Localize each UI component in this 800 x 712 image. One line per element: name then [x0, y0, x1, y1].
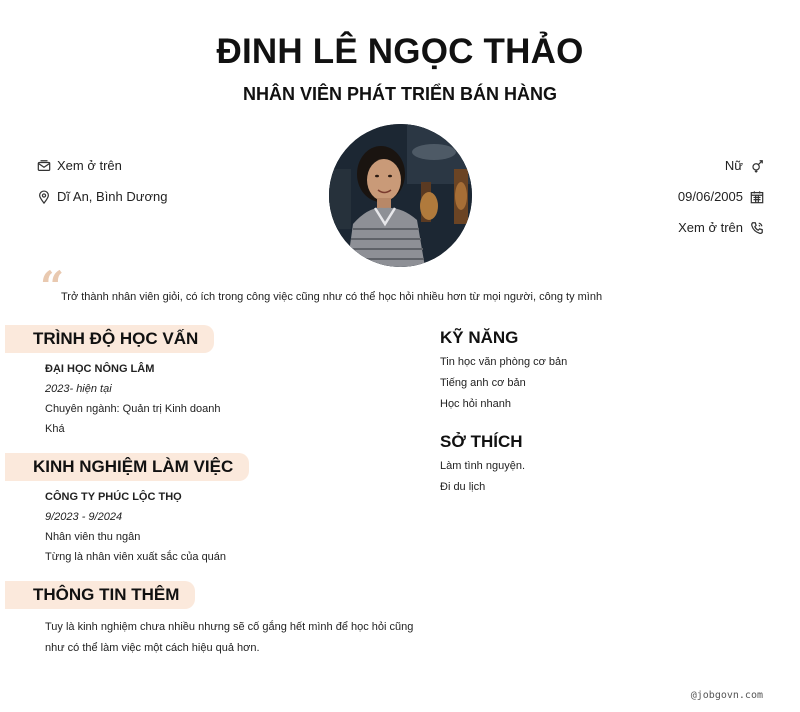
- calendar-icon: [749, 189, 764, 204]
- gender-icon: [749, 158, 764, 173]
- avatar: [329, 124, 472, 267]
- phone-icon: [749, 220, 764, 235]
- quote-icon: “: [40, 262, 65, 311]
- location-pin-icon: [36, 189, 51, 204]
- company-name: CÔNG TY PHÚC LỘC THỌ: [45, 491, 182, 503]
- school-name: ĐẠI HỌC NÔNG LÂM: [45, 363, 155, 375]
- contact-left: [36, 150, 167, 212]
- address-text: Dĩ An, Bình Dương: [57, 189, 168, 204]
- job-title: NHÂN VIÊN PHÁT TRIỂN BÁN HÀNG: [242, 84, 557, 104]
- education-major: Chuyên ngành: Quản trị Kinh doanh: [45, 403, 221, 415]
- contact-birthday: [678, 181, 764, 212]
- skill-item: Học hỏi nhanh: [440, 398, 511, 410]
- hobby-item: Làm tình nguyện.: [440, 460, 526, 472]
- experience-note: Từng là nhân viên xuất sắc của quán: [45, 551, 227, 563]
- contact-gender: [678, 150, 764, 181]
- experience-block: [45, 487, 226, 567]
- skills-list: [440, 352, 567, 415]
- experience-heading: KINH NGHIỆM LÀM VIỆC: [5, 453, 249, 481]
- skills-heading: KỸ NĂNG: [440, 328, 519, 347]
- contact-address: [36, 181, 167, 212]
- phone-text: Xem ở trên: [678, 220, 743, 235]
- experience-role: Nhân viên thu ngân: [45, 531, 141, 543]
- contact-right: [678, 150, 764, 243]
- contact-email: [36, 150, 167, 181]
- email-text: Xem ở trên: [57, 158, 122, 173]
- additional-heading: THÔNG TIN THÊM: [5, 581, 195, 609]
- education-block: [45, 359, 221, 439]
- skill-item: Tin học văn phòng cơ bản: [440, 356, 568, 368]
- mail-icon: [36, 158, 51, 173]
- education-grade: Khá: [45, 423, 65, 435]
- candidate-name: ĐINH LÊ NGỌC THẢO: [216, 32, 584, 71]
- hobbies-heading: SỞ THÍCH: [440, 432, 523, 451]
- contact-phone: [678, 212, 764, 243]
- gender-text: Nữ: [724, 158, 743, 173]
- education-heading: TRÌNH ĐỘ HỌC VẤN: [5, 325, 214, 353]
- experience-period: 9/2023 - 9/2024: [45, 511, 123, 523]
- career-objective: Trở thành nhân viên giỏi, có ích trong công việc cũng như có thể học hỏi nhiều hơn từ mọi người, công ty mình: [61, 291, 603, 303]
- hobby-item: Đi du lịch: [440, 481, 486, 493]
- watermark: @jobgovn.com: [690, 690, 763, 701]
- hobbies-list: [440, 456, 525, 498]
- skill-item: Tiếng anh cơ bản: [440, 377, 526, 389]
- additional-text: Tuy là kinh nghiệm chưa nhiều nhưng sẽ cố gắng hết mình để học hỏi cũng như có thể làm việc một cách hiệu quả hơn.: [45, 621, 414, 654]
- birthday-text: 09/06/2005: [677, 189, 743, 204]
- education-period: 2023- hiện tại: [45, 383, 112, 395]
